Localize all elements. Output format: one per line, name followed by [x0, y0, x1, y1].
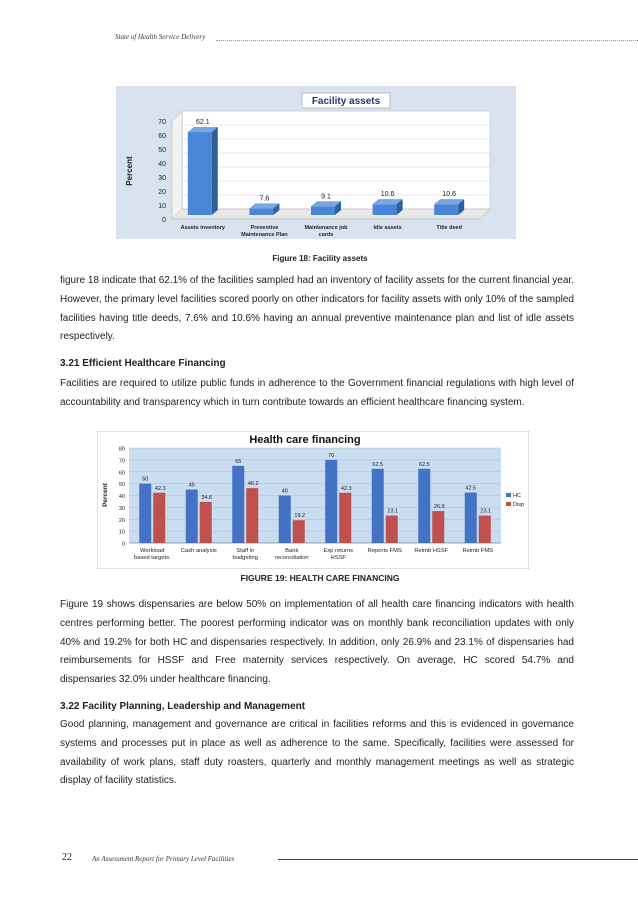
y-tick-label: 40: [118, 494, 125, 500]
figure-18-caption: Figure 18: Facility assets: [272, 254, 368, 263]
paragraph-facility-assets: figure 18 indicate that 62.1% of the facilities sampled had an inventory of facility assets for the current financial year. However, the primary level facilities scored poorly on other indicators for facility assets with only 10% of the sampled facilities having title deeds, 7.6% and 10.6% having an annual preventive maintenance plan and list of idle assets respectively.: [60, 275, 574, 343]
running-header: State of Health Service Delivery: [115, 33, 206, 41]
footer-rule: [278, 859, 638, 860]
y-tick-label: 70: [158, 119, 166, 126]
x-tick-label: Idle assets: [373, 225, 402, 231]
bar-disp-6: [432, 511, 444, 543]
data-label: 26.9: [433, 504, 445, 511]
x-tick-label: Workload: [140, 548, 165, 554]
section-3-22-heading: 3.22 Facility Planning, Leadership and Management: [60, 701, 306, 712]
header-rule: [216, 40, 638, 41]
data-label: 7.6: [259, 195, 270, 203]
data-label: 10.6: [380, 191, 395, 199]
data-label: 34.6: [201, 494, 213, 501]
legend-label: HC: [513, 493, 521, 499]
bar-4: [434, 199, 464, 215]
x-tick-label: Bank: [285, 548, 299, 554]
figure-19-caption: FIGURE 19: HEALTH CARE FINANCING: [240, 573, 400, 583]
bar-disp-2: [246, 488, 258, 543]
data-label: 70: [328, 452, 335, 459]
bar-disp-4: [339, 493, 351, 543]
bar-front: [434, 204, 458, 215]
x-tick-label: Maintenance Plan: [241, 232, 288, 238]
y-axis-label: Percent: [102, 483, 109, 507]
x-tick-label: Maintenance job: [304, 225, 348, 231]
section-3-21-heading: 3.21 Efficient Healthcare Financing: [60, 358, 226, 369]
facility-assets-chart: [116, 86, 516, 239]
paragraph-planning: Good planning, management and governance are critical in facilities reforms and this is evidenced in governance systems and processes put in place as well as adherence to the same. Specifically, facilities were assessed for availability of work plans, staff duty roasters, quarterly and monthly management meetings as well as strategic display of facility statistics.: [60, 719, 574, 787]
data-label: 23.1: [480, 508, 492, 515]
x-tick-label: HSSF: [330, 555, 346, 561]
y-tick-label: 10: [158, 203, 166, 210]
bar-hc-1: [186, 490, 198, 543]
x-tick-label: Assets inventory: [180, 225, 225, 231]
y-tick-label: 0: [162, 217, 166, 224]
x-tick-label: Staff in: [236, 548, 255, 554]
data-label: 10.6: [442, 191, 457, 199]
footer-title: An Assessment Report for Primary Level Facilities: [92, 855, 235, 863]
legend-label: Disp: [513, 502, 525, 508]
legend-swatch: [506, 493, 511, 497]
bar-disp-7: [479, 516, 491, 543]
chart-title: Health care financing: [249, 434, 361, 446]
paragraph-financing-intro: Facilities are required to utilize public funds in adherence to the Government financial regulations with high level of accountability and transparency which in turn contribute towards an efficient healthcare financing system.: [60, 378, 574, 408]
data-label: 42.3: [340, 485, 352, 492]
bar-hc-5: [372, 469, 384, 543]
bar-0: [188, 127, 218, 215]
y-tick-label: 30: [158, 175, 166, 182]
y-tick-label: 10: [118, 529, 125, 536]
paragraph-financing-results: Figure 19 shows dispensaries are below 50% on implementation of all health care financing indicators with health centres performing better. The poorest performing indicator was on monthly bank reconciliation updates with only 40% and 19.2% for both HC and dispensaries respectively. In addition, only 26.9% and 23.1% of dispensaries had reimbursements for HSSF and Free maternity services respectively. On average, HC scored 54.7% and dispensaries 32.0% under healthcare financing.: [60, 599, 574, 686]
y-tick-label: 80: [118, 446, 125, 453]
data-label: 46.2: [247, 481, 259, 488]
plot-side-wall: [172, 111, 182, 219]
bar-front: [311, 206, 335, 215]
bar-front: [188, 132, 212, 215]
bar-side: [212, 127, 218, 215]
bar-2: [311, 201, 341, 215]
bar-hc-0: [139, 484, 151, 543]
data-label: 40: [281, 488, 288, 495]
bar-hc-3: [279, 496, 291, 544]
bar-hc-6: [418, 469, 430, 543]
x-tick-label: reconciliation: [274, 555, 309, 561]
y-tick-label: 60: [158, 133, 166, 140]
data-label: 50: [142, 476, 149, 483]
data-label: 45: [188, 482, 195, 489]
y-axis-label: Percent: [125, 156, 134, 186]
x-tick-label: budgeting: [232, 555, 258, 561]
data-label: 42.3: [154, 485, 166, 492]
chart-title: Facility assets: [311, 96, 381, 107]
x-tick-label: Reports FMS: [367, 548, 402, 554]
bar-disp-0: [153, 493, 165, 543]
data-label: 42.5: [465, 485, 477, 492]
data-label: 9.1: [321, 193, 331, 201]
x-tick-label: Preventive: [250, 225, 279, 231]
x-tick-label: Cash analysis: [180, 548, 217, 554]
y-tick-label: 50: [158, 147, 166, 154]
data-label: 23.1: [387, 508, 399, 515]
bar-1: [249, 203, 279, 215]
bar-front: [249, 208, 273, 215]
y-tick-label: 20: [118, 517, 125, 524]
x-tick-label: cards: [318, 232, 334, 238]
bar-disp-1: [200, 502, 212, 543]
bar-disp-3: [293, 520, 305, 543]
data-label: 65: [235, 458, 242, 465]
y-tick-label: 30: [118, 505, 125, 512]
bar-front: [373, 204, 397, 215]
page-number: 22: [62, 852, 72, 863]
bar-hc-7: [465, 493, 477, 543]
bar-hc-4: [325, 460, 337, 543]
y-tick-label: 0: [121, 541, 125, 548]
bar-3: [373, 199, 403, 215]
x-tick-label: Title deed: [436, 225, 462, 231]
y-tick-label: 50: [118, 482, 125, 489]
bar-disp-5: [386, 516, 398, 543]
y-tick-label: 70: [118, 458, 125, 465]
y-tick-label: 40: [158, 161, 166, 168]
x-tick-label: Reimb HSSF: [414, 548, 449, 554]
data-label: 62.5: [418, 461, 430, 468]
x-tick-label: based targets.: [133, 555, 171, 561]
x-tick-label: Reimb FMS: [462, 548, 494, 554]
y-tick-label: 20: [158, 189, 166, 196]
y-tick-label: 60: [118, 470, 125, 477]
bar-hc-2: [232, 466, 244, 543]
data-label: 19.2: [294, 513, 306, 520]
data-label: 62.1: [195, 119, 210, 127]
legend-swatch: [506, 502, 511, 506]
x-tick-label: Exp returns: [323, 548, 354, 554]
data-label: 62.5: [372, 461, 384, 468]
health-care-financing-chart: [97, 431, 529, 569]
